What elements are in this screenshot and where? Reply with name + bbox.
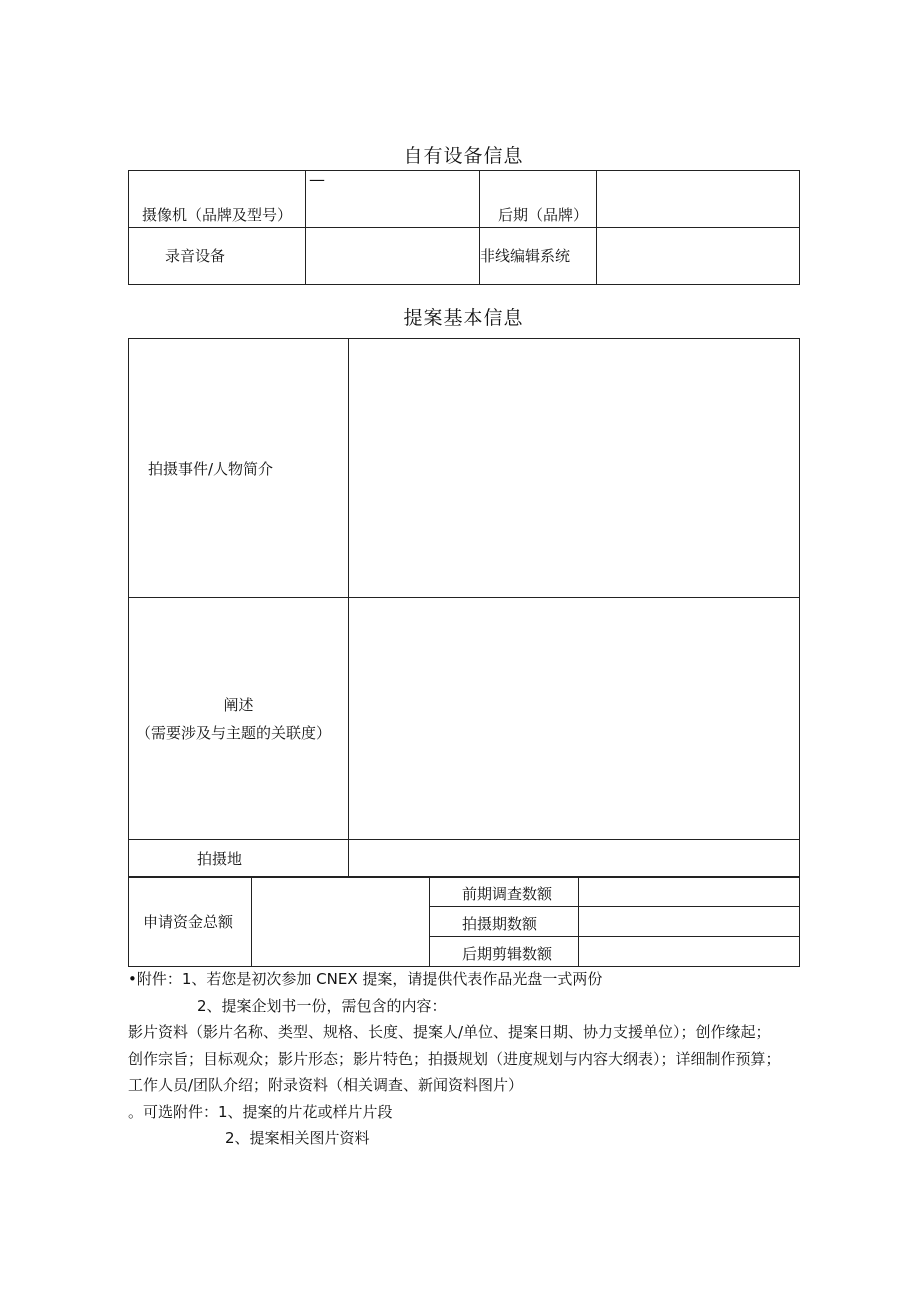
location-value-cell[interactable] — [349, 840, 800, 878]
funding-label-cell — [129, 877, 252, 967]
budget-value-cell[interactable] — [579, 937, 800, 967]
note-line-6: 。可选附件：1、提案的片花或样片片段 — [128, 1102, 393, 1121]
equipment-table — [128, 170, 800, 285]
camera-value-cell[interactable] — [306, 171, 480, 228]
statement-label-cell — [129, 598, 349, 840]
budget-label-shooting: 拍摄期数额 — [462, 915, 538, 933]
post-label: 后期（品牌） — [497, 206, 588, 224]
proposal-table — [128, 338, 800, 878]
budget-value-cell[interactable] — [579, 907, 800, 937]
nle-label: 非线编辑系统 — [480, 246, 571, 265]
funding-table — [128, 876, 800, 967]
camera-value: — — [309, 170, 325, 189]
note-line-7: 2、提案相关图片资料 — [225, 1129, 370, 1147]
funding-value-cell[interactable] — [252, 877, 430, 967]
proposal-section-title: 提案基本信息 — [403, 307, 524, 329]
note-line-2: 2、提案企划书一份，需包含的内容： — [197, 996, 447, 1015]
budget-label-preliminary: 前期调查数额 — [462, 885, 553, 903]
budget-value-cell[interactable] — [579, 877, 800, 907]
location-label-cell — [129, 840, 349, 878]
post-value-cell[interactable] — [597, 171, 800, 228]
nle-label-cell — [480, 228, 597, 285]
statement-value-cell[interactable] — [349, 598, 800, 840]
camera-label: 摄像机（品牌及型号） — [141, 206, 292, 224]
audio-label: 录音设备 — [165, 246, 226, 265]
camera-label-cell — [129, 171, 306, 228]
budget-label-cell — [430, 877, 579, 907]
budget-label-post: 后期剪辑数额 — [462, 945, 553, 963]
funding-label: 申请资金总额 — [142, 913, 233, 931]
attachment-notes — [128, 966, 828, 1152]
nle-value-cell[interactable] — [597, 228, 800, 285]
location-label: 拍摄地 — [197, 850, 243, 868]
budget-label-cell — [430, 907, 579, 937]
note-line-1: •附件：1、若您是初次参加 CNEX 提案，请提供代表作品光盘一式两份 — [128, 970, 603, 988]
budget-label-cell — [430, 937, 579, 967]
audio-label-cell — [129, 228, 306, 285]
post-label-cell — [480, 171, 597, 228]
statement-sublabel: （需要涉及与主题的关联度） — [135, 723, 331, 742]
equipment-section-title: 自有设备信息 — [403, 145, 524, 167]
statement-label: 阐述 — [223, 695, 254, 714]
note-line-4: 创作宗旨；目标观众；影片形态；影片特色；拍摄规划（进度规划与内容大纲表）；详细制作预算； — [128, 1049, 781, 1068]
synopsis-value-cell[interactable] — [349, 339, 800, 598]
synopsis-label-cell — [129, 339, 349, 598]
synopsis-label: 拍摄事件/人物简介 — [148, 459, 274, 478]
note-line-5: 工作人员/团队介绍；附录资料（相关调查、新闻资料图片） — [128, 1076, 524, 1094]
audio-value-cell[interactable] — [306, 228, 480, 285]
note-line-3: 影片资料（影片名称、类型、规格、长度、提案人/单位、提案日期、协力支援单位）；创作缘起； — [128, 1023, 771, 1041]
